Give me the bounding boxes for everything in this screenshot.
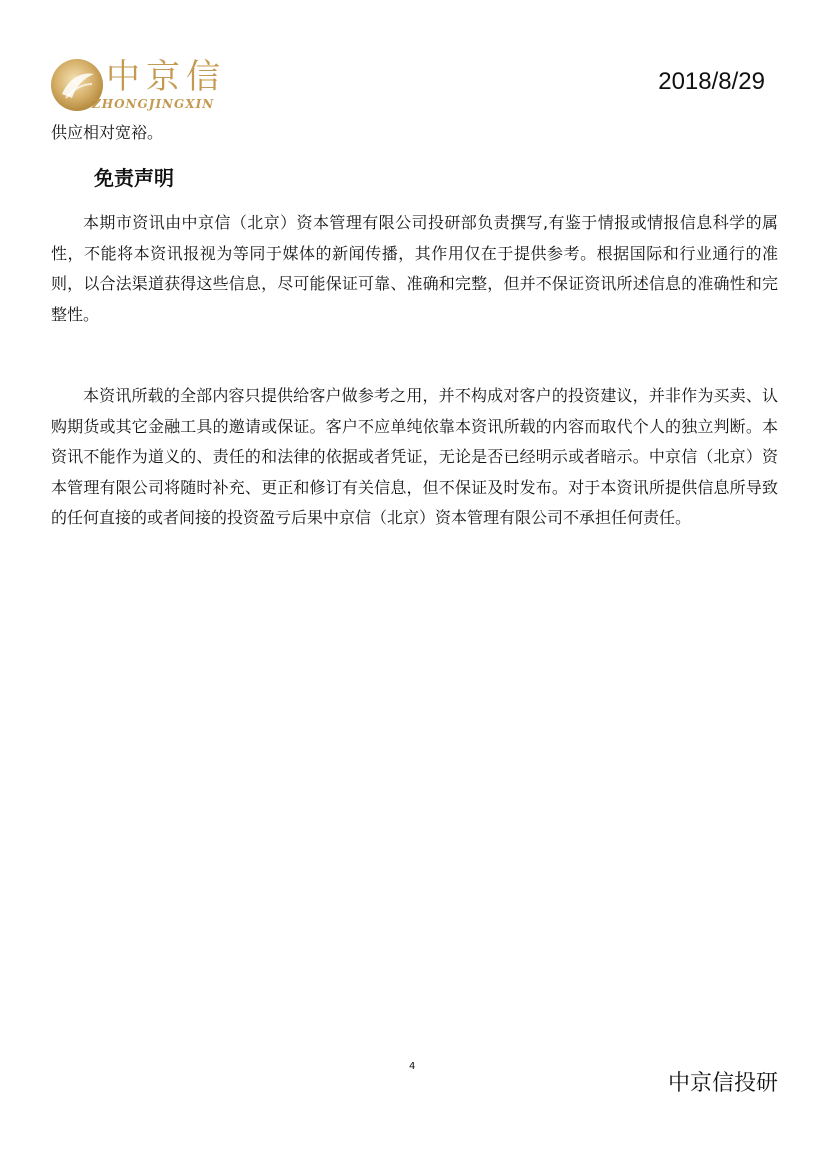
disclaimer-paragraph-2: 本资讯所载的全部内容只提供给客户做参考之用，并不构成对客户的投资建议，并非作为买卖、认购期货或其它金融工具的邀请或保证。客户不应单纯依靠本资讯所载的内容而取代个人的独立判断。本资讯不能作为道义的、责任的和法律的依据或者凭证，无论是否已经明示或者暗示。中京信（北京）资本管理有限公司将随时补充、更正和修订有关信息，但不保证及时发布。对于本资讯所提供信息所导致的任何直接的或者间接的投资盈亏后果中京信（北京）资本管理有限公司不承担任何责任。 [51, 386, 778, 527]
company-logo [50, 56, 240, 118]
report-date: 2018/8/29 [658, 68, 765, 95]
disclaimer-paragraph-1: 本期市资讯由中京信（北京）资本管理有限公司投研部负责撰写,有鉴于情报或情报信息科学的属性，不能将本资讯报视为等同于媒体的新闻传播，其作用仅在于提供参考。根据国际和行业通行的准则，以合法渠道获得这些信息，尽可能保证可靠、准确和完整，但并不保证资讯所述信息的准确性和完整性。 [51, 213, 778, 324]
page-number: 4 [409, 1061, 416, 1072]
logo-chinese-name: 中京信 [106, 57, 226, 97]
logo-english-name: ZHONGJINGXIN [92, 97, 215, 111]
continued-text: 供应相对宽裕。 [51, 123, 164, 142]
disclaimer-heading: 免责声明 [94, 166, 174, 190]
footer-brand: 中京信投研 [667, 1071, 778, 1096]
